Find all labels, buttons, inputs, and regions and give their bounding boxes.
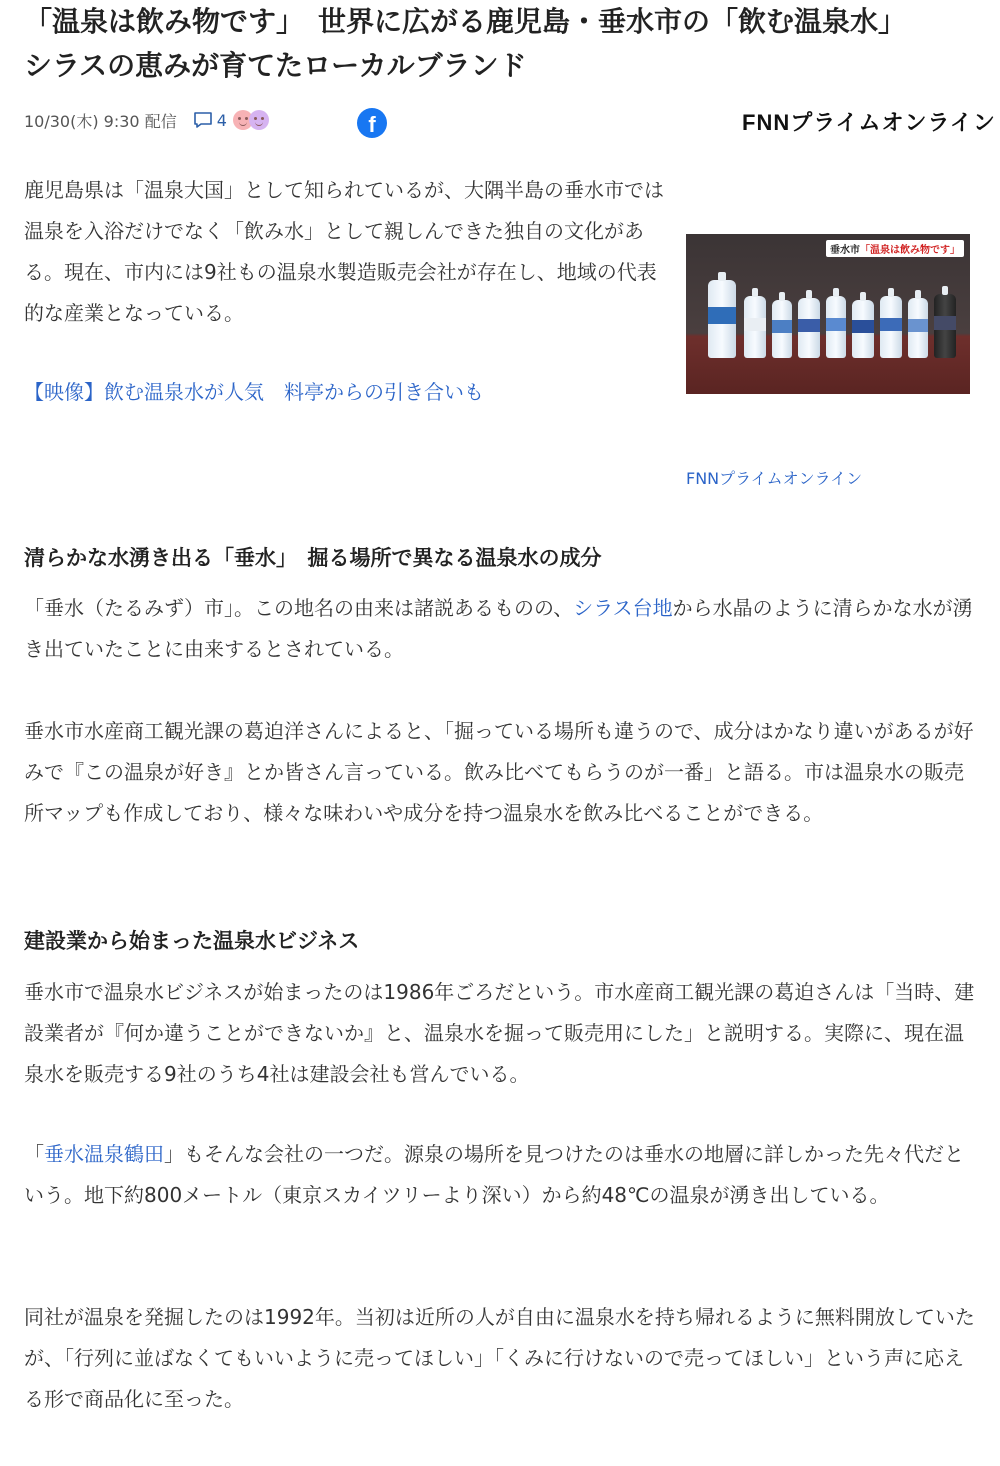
reaction-button[interactable] bbox=[233, 110, 269, 130]
article-title-line1: 「温泉は飲み物です」 世界に広がる鹿児島・垂水市の「飲む温泉水」 bbox=[24, 5, 907, 38]
facebook-share-button[interactable] bbox=[357, 108, 387, 138]
inline-link-shirasu[interactable]: シラス台地 bbox=[573, 596, 673, 620]
publish-date: 10/30(木) 9:30 配信 bbox=[24, 111, 177, 131]
paragraph: 垂水市で温泉水ビジネスが始まったのは1986年ごろだという。市水産商工観光課の葛迫さんは「当時、建設業者が『何か違うことができないか』と、温泉水を掘って販売用にした」と説明する。実際に、現在温泉水を販売する9社のうち4社は建設会社も営んでいる。 bbox=[24, 980, 975, 1086]
paragraph-text: 」もそんな会社の一つだ。源泉の場所を見つけたのは垂水の地層に詳しかった先々代だという。地下約800メートル（東京スカイツリーより深い）から約48℃の温泉が湧き出している。 bbox=[24, 1142, 964, 1207]
article-title bbox=[24, 0, 984, 88]
reaction-smile-icon bbox=[249, 110, 269, 130]
paragraph-text: 「垂水（たるみず）市」。この地名の由来は諸説あるものの、 bbox=[24, 596, 574, 620]
water-bottle bbox=[908, 298, 928, 358]
comment-link[interactable] bbox=[193, 111, 227, 130]
inline-link-company[interactable]: 垂水温泉鶴田 bbox=[44, 1142, 164, 1166]
video-link[interactable]: 【映像】飲む温泉水が人気 料亭からの引き合いも bbox=[24, 380, 484, 404]
water-bottle bbox=[708, 280, 736, 358]
paragraph-text: から水晶のように清らかな水が湧き出ていたことに由来するとされている。 bbox=[24, 596, 973, 661]
paragraph: 同社が温泉を発掘したのは1992年。当初は近所の人が自由に温泉水を持ち帰れるように無料開放していたが、「行列に並ばなくてもいいように売ってほしい」「くみに行けないので売ってほしい」という声に応える形で商品化に至った。 bbox=[24, 1305, 975, 1411]
section-heading: 建設業から始まった温泉水ビジネス bbox=[24, 929, 360, 953]
water-bottle bbox=[798, 298, 820, 358]
water-bottle bbox=[934, 294, 956, 358]
paragraph bbox=[24, 1134, 976, 1216]
water-bottle bbox=[744, 296, 766, 358]
paragraph bbox=[24, 588, 976, 670]
photo-banner-highlight: 「温泉は飲み物です」 bbox=[860, 245, 960, 256]
paragraph-text: 「 bbox=[24, 1142, 44, 1166]
article-meta bbox=[24, 105, 269, 135]
water-bottle bbox=[852, 300, 874, 358]
water-bottle bbox=[880, 296, 902, 358]
facebook-icon: f bbox=[368, 112, 376, 137]
comment-icon bbox=[193, 111, 213, 129]
article-title-line2: シラスの恵みが育てたローカルブランド bbox=[24, 49, 527, 82]
section-heading: 清らかな水湧き出る「垂水」 掘る場所で異なる温泉水の成分 bbox=[24, 546, 602, 570]
source-logo[interactable]: FNNプライムオンライン bbox=[742, 110, 996, 135]
paragraph: 垂水市水産商工観光課の葛迫洋さんによると、「掘っている場所も違うので、成分はかなり違いがあるが好みで『この温泉が好き』とか皆さん言っている。飲み比べてもらうのが一番」と語る。市は温泉水の販売所マップも作成しており、様々な味わいや成分を持つ温泉水を飲み比べることができる。 bbox=[24, 719, 974, 825]
lead-paragraph: 鹿児島県は「温泉大国」として知られているが、大隅半島の垂水市では温泉を入浴だけでなく「飲み水」として親しんできた独自の文化がある。現在、市内には9社もの温泉水製造販売会社が存在し、地域の代表的な産業となっている。 bbox=[24, 178, 664, 325]
photo-caption[interactable]: FNNプライムオンライン bbox=[686, 469, 863, 488]
water-bottle bbox=[772, 300, 792, 358]
article-photo[interactable] bbox=[686, 234, 970, 394]
water-bottle bbox=[826, 296, 846, 358]
photo-banner bbox=[826, 240, 964, 257]
comment-count: 4 bbox=[216, 110, 227, 130]
photo-banner-prefix: 垂水市 bbox=[830, 245, 860, 256]
